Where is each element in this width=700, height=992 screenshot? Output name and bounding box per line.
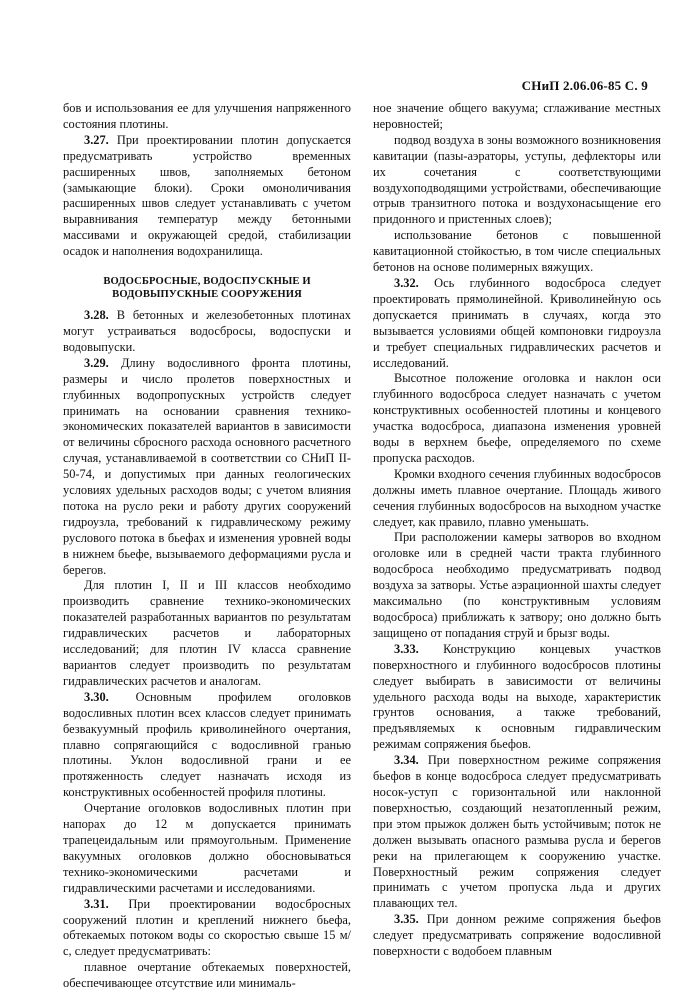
section-number: 3.29. <box>84 355 109 370</box>
paragraph-3-35 <box>373 912 661 960</box>
page-header: СНиП 2.06.06-85 С. 9 <box>521 78 648 93</box>
paragraph: использование бетонов с повышенной кавитационной стойкостью, в том числе специальных бетонов на основе полимерных вяжущих. <box>373 228 661 275</box>
paragraph-text: При донном режиме сопряжения бьефов следует предусматривать сопряжение водосливной поверхности с водобоем плавным <box>373 912 661 959</box>
paragraph-3-34 <box>373 753 661 912</box>
paragraph-text: При поверхностном режиме сопряжения бьефов в конце водосброса следует предусматривать носок-уступ с горизонтальной или наклонной поверхностью, создающий незатопленный режим, при этом прыжок должен быть устойчивым; поток не должен вызывать опасного размыва русла и берегов реки на прилегающем к сооружению участке. Поверхностный режим сопряжения следует принимать с учетом пропуска льда и других плавающих тел. <box>373 753 661 911</box>
paragraph-3-33 <box>373 642 661 753</box>
section-number: 3.33. <box>394 641 419 656</box>
paragraph: Высотное положение оголовка и наклон оси глубинного водосброса следует назначать с учетом конструктивных особенностей плотины и концевого участка водосброса, диапазона изменения уровней воды в верхнем бьефе, определяемого по схеме пропуска расходов. <box>373 371 661 465</box>
paragraph-text: При проектировании водосбросных сооружений плотин и креплений нижнего бьефа, обтекаемых потоком воды со скоростью свыше 15 м/с, следует предусматривать: <box>63 896 351 959</box>
left-column <box>63 101 351 992</box>
paragraph: плавное очертание обтекаемых поверхностей, обеспечивающее отсутствие или минималь- <box>63 960 351 991</box>
paragraph-text: При проектировании плотин допускается предусматривать устройство временных расширенных швов, заполняемых бетоном (замыкающие блоки). Сроки омоноличивания расширенных швов следует устанавливать с учетом выравнивания температур между бетонными массивами и окружающей средой, стабилизации осадок и наполнения водохранилища. <box>63 132 351 259</box>
paragraph-text: Ось глубинного водосброса следует проектировать прямолинейной. Криволинейную ось допускается принимать в случаях, когда это вызывается условиями общей компоновки гидроузла и требует специальных гидравлических расчетов и исследований. <box>373 275 661 370</box>
section-number: 3.32. <box>394 275 419 290</box>
section-number: 3.34. <box>394 753 419 768</box>
paragraph-3-31 <box>63 897 351 961</box>
paragraph-3-29 <box>63 356 351 579</box>
right-column <box>373 101 661 960</box>
paragraph: подвод воздуха в зоны возможного возникновения кавитации (пазы-аэраторы, уступы, дефлекторы или их сочетания с соответствующими воздухоподводящими устройствами, обеспечивающие отрыв транзитного потока и воздухонасыщение его придонного и пристенных слоев); <box>373 132 661 227</box>
paragraph-text: Длину водосливного фронта плотины, размеры и число пролетов поверхностных и глубинных водопропускных устройств следует принимать на основании сравнения технико-экономических показателей вариантов в зависимости от величины сбросного расхода основного расчетного случая, устанавливаемой в соответствии со СНиП II-50-74, и допустимых при данных геологических условиях удельных расходов воды; с учетом влияния потока на русло реки и работу других сооружений гидроузла, требований к гидравлическому режиму руслового потока в бьефах и изменения уровней воды в нижнем бьефе, вызываемого деформациями русла и берегов. <box>63 355 351 577</box>
section-number: 3.30. <box>84 689 109 704</box>
paragraph-text: Конструкцию концевых участков поверхностного и глубинного водосбросов плотины следует выбирать в зависимости от величины удельного расхода воды на выходе, характеристик грунтов основания, а также требований, предъявляемых к основным гидравлическим режимам сопряжения бьефов. <box>373 641 661 752</box>
paragraph-3-28 <box>63 308 351 356</box>
paragraph: ное значение общего вакуума; сглаживание местных неровностей; <box>373 101 661 131</box>
section-number: 3.35. <box>394 912 419 927</box>
paragraph-3-27 <box>63 133 351 260</box>
paragraph-3-30 <box>63 690 351 801</box>
paragraph: Очертание оголовков водосливных плотин при напорах до 12 м допускается принимать трапецеидальным или прямоугольным. Применение вакуумных оголовков должно обосновываться технико-экономическими расчетами и гидравлическими расчетами и исследованиями. <box>63 801 351 895</box>
paragraph: бов и использования ее для улучшения напряженного состояния плотины. <box>63 101 351 131</box>
section-heading: ВОДОСБРОСНЫЕ, ВОДОСПУСКНЫЕ И ВОДОВЫПУСКНЫЕ СООРУЖЕНИЯ <box>103 276 311 301</box>
section-number: 3.28. <box>84 308 109 323</box>
section-number: 3.27. <box>84 132 109 147</box>
paragraph-3-32 <box>373 276 661 371</box>
paragraph-text: В бетонных и железобетонных плотинах могут устраиваться водосбросы, водоспуски и водовыпуски. <box>63 308 351 354</box>
paragraph: Для плотин I, II и III классов необходимо производить сравнение технико-экономических показателей разработанных вариантов по результатам гидравлических расчетов и лабораторных исследований; для плотин IV класса сравнение вариантов следует производить по результатам гидравлических расчетов и аналогам. <box>63 578 351 688</box>
section-number: 3.31. <box>84 896 109 911</box>
paragraph-text: Основным профилем оголовков водосливных плотин всех классов следует принимать безвакуумный профиль криволинейного очертания, плавно сопрягающийся с водосливной гранью плотины. Уклон водосливной грани и ее протяженность следует назначать исходя из конструктивных особенностей профиля плотины. <box>63 689 351 800</box>
paragraph: При расположении камеры затворов во входном оголовке или в средней части тракта глубинного водосброса необходимо предусматривать подвод воздуха за затворы. Устье аэрационной шахты следует максимально (по конструктивным условиям водосброса) приближать к затвору; оно должно быть защищено от попадания струй и брызг воды. <box>373 530 661 640</box>
paragraph: Кромки входного сечения глубинных водосбросов должны иметь плавное очертание. Площадь живого сечения глубинных водосбросов на выходном участке следует, как правило, плавно уменьшать. <box>373 466 661 529</box>
